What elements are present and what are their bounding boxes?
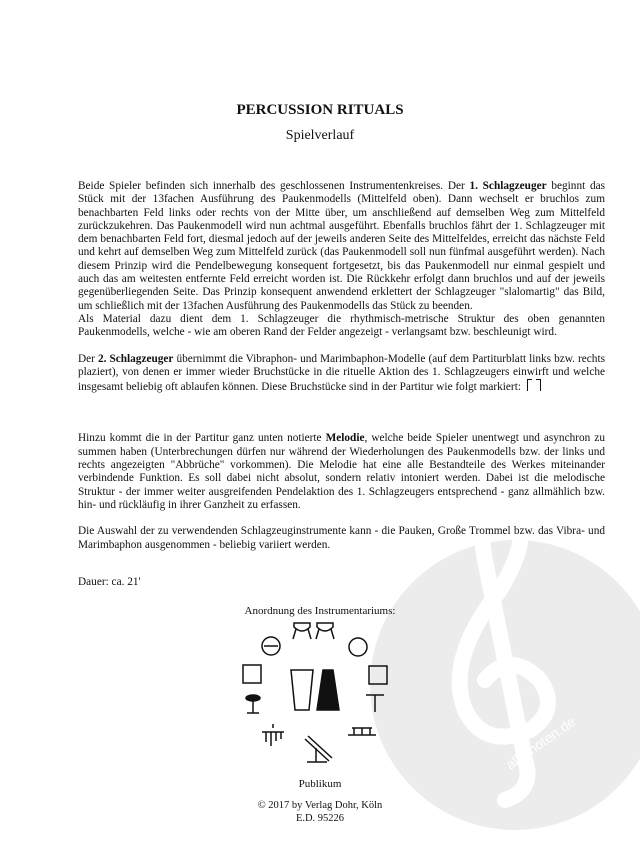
watermark-text: alle-noten.de bbox=[502, 713, 579, 773]
copyright: © 2017 by Verlag Dohr, Köln bbox=[257, 800, 383, 811]
body-text bbox=[78, 180, 605, 792]
diagram-caption: Anordnung des Instrumentariums: bbox=[244, 605, 396, 618]
page-subtitle: Spielverlauf bbox=[285, 128, 355, 143]
square-right-icon bbox=[369, 666, 387, 684]
bracket-marker-icon bbox=[527, 379, 541, 390]
paragraph-melody: Hinzu kommt die in der Partitur ganz unten notierte Melodie, welche beide Spieler unentwegt und asynchron zu summen haben (Unterbrechungen dürfen nur während der Wiederholungen des Paukenmodells bzw. der links und rechts angezeigten "Abbrüche" vorkommen). Die Melodie hat eine alle Bestandteile des Werkes miteinander verbindende Funktion. Es soll dabei nicht absolut, sondern relativ intoniert werden. Dabei ist die melodische Struktur - der immer weiter ausgreifenden Pendelaktion des 1. Schlagzeugers entsprechend - ganz allmählich bzw. hin- und rückläufig in ihrer Ganzheit zu erfassen. bbox=[78, 432, 605, 511]
edition-number: E.D. 95226 bbox=[295, 813, 345, 824]
audience-label: Publikum bbox=[298, 778, 342, 791]
timpani-icon bbox=[293, 623, 334, 639]
instrument-diagram-area bbox=[0, 618, 640, 778]
instrument-diagram bbox=[0, 618, 640, 778]
hanging-chimes-icon bbox=[262, 724, 284, 746]
page-title: PERCUSSION RITUALS bbox=[236, 102, 404, 118]
cymbal-minus-icon bbox=[262, 637, 280, 655]
paragraph-player1: Beide Spieler befinden sich innerhalb des geschlossenen Instrumentenkreises. Der 1. Schlagzeuger beginnt das Stück mit der 13fachen Ausführung des Paukenmodells (Mittelfeld oben). Dann wechselt er bruchlos zum benachbarten Feld links oder rechts von der Mitte über, um anschließend auf demselben Weg zum Mittelfeld zurückzukehren. Das Paukenmodell wird nun achtmal ausgeführt. Ebenfalls bruchlos fährt der 1. Schlagzeuger mit dem benachbarten Feld fort, diesmal jedoch auf der jeweils anderen Seite des Mittelfeldes, erreicht das nächste Feld und kehrt auf demselben Weg zum Mittelfeld zurück (das Paukenmodell soll nun fünfmal ausgeführt werden). Nach diesem Prinzip wird die Pendelbewegung konsequent fortgesetzt, bis das Paukenmodell nur einmal gespielt und auch das am weitesten entfernte Feld erreicht worden ist. Die Rückkehr erfolgt dann bruchlos und auf der jeweils gegenüberliegenden Seite. Das Prinzip konsequent anwendend erklettert der Schlagzeuger "slalomartig" das Bild, um schließlich mit der 13fachen Ausführung des Paukenmodells das Stück zu beenden. Als Material dazu dient dem 1. Schlagzeuger die rhythmisch-metrische Struktur des oben genannten Paukenmodells, welche - wie am oberen Rand der Felder angezeigt - verlangsamt bzw. beschleunigt wird. bbox=[78, 180, 606, 339]
tilted-stand-icon bbox=[305, 736, 332, 762]
trapezoid-white-icon bbox=[291, 670, 313, 710]
gong-icon bbox=[349, 638, 367, 656]
square-left-icon bbox=[243, 665, 261, 683]
t-stand-icon bbox=[366, 695, 384, 712]
triple-t-icon bbox=[348, 728, 376, 735]
duration: Dauer: ca. 21' bbox=[78, 575, 141, 588]
woodblock-stand-icon bbox=[246, 695, 260, 713]
bass-drum-icon bbox=[317, 670, 339, 710]
paragraph-player2: Der 2. Schlagzeuger übernimmt die Vibraphon- und Marimbaphon-Modelle (auf dem Partiturblatt links bzw. rechts plaziert), von denen er immer wieder Bruchstücke in die rituelle Aktion des 1. Schlagzeugers einwirft und welche insgesamt beliebig oft ablaufen können. Diese Bruchstücke sind in der Partitur wie folgt markiert: bbox=[78, 352, 605, 394]
paragraph-instruments: Die Auswahl der zu verwendenden Schlagzeuginstrumente kann - die Pauken, Große Trommel bzw. das Vibra- und Marimbaphon ausgenommen - beliebig variiert werden. bbox=[78, 525, 605, 551]
